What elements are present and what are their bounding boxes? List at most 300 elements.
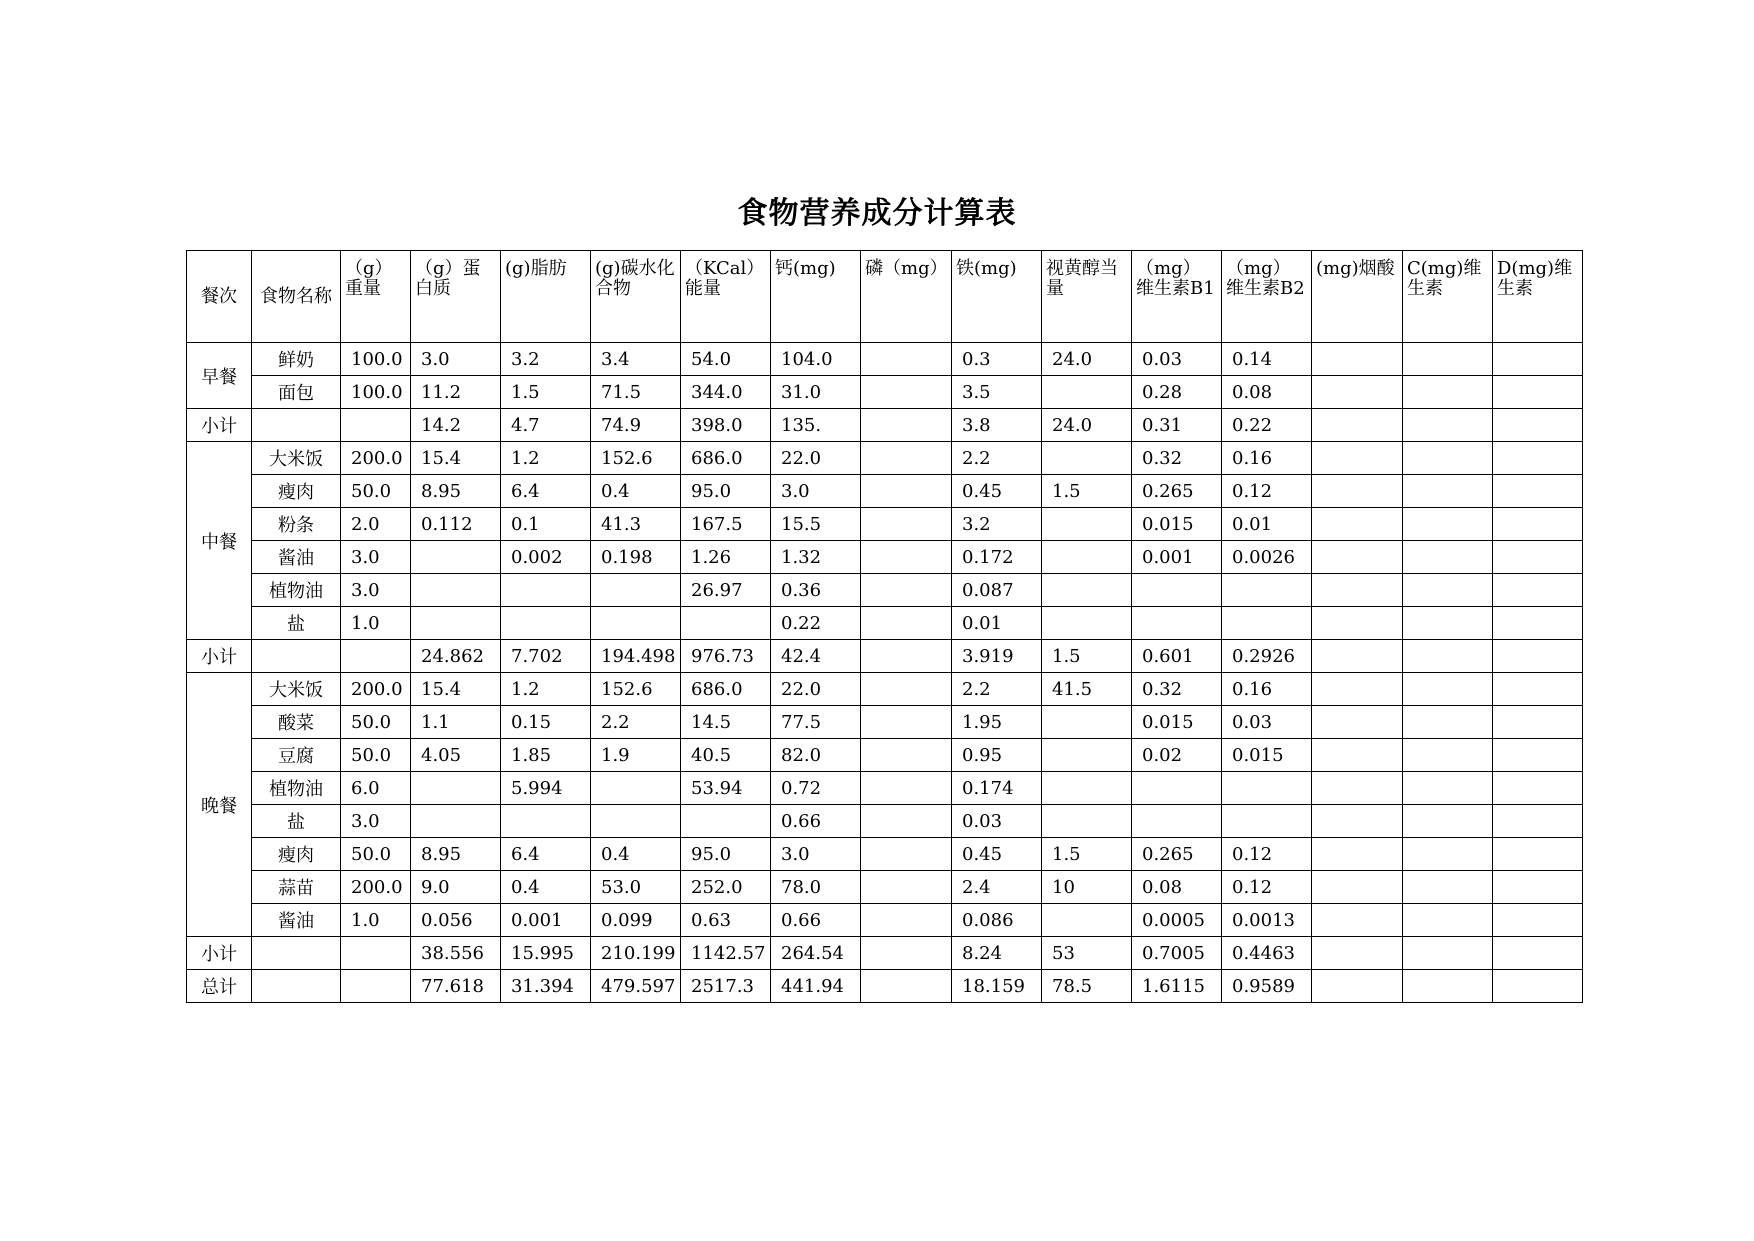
value-cell — [1042, 574, 1132, 607]
table-row — [187, 376, 1583, 409]
value-cell: 42.4 — [771, 640, 861, 673]
food-name-cell — [252, 937, 341, 970]
value-cell — [861, 442, 952, 475]
value-cell: 100.0 — [341, 376, 411, 409]
value-cell: 1.95 — [952, 706, 1042, 739]
value-cell: 0.22 — [1222, 409, 1312, 442]
value-cell: 15.995 — [501, 937, 591, 970]
value-cell: 10 — [1042, 871, 1132, 904]
table-row — [187, 541, 1583, 574]
table-row — [187, 904, 1583, 937]
value-cell — [341, 409, 411, 442]
food-name-cell: 酸菜 — [252, 706, 341, 739]
food-name-cell: 鲜奶 — [252, 343, 341, 376]
value-cell: 200.0 — [341, 673, 411, 706]
value-cell — [1403, 871, 1493, 904]
value-cell: 22.0 — [771, 673, 861, 706]
value-cell — [1493, 574, 1583, 607]
value-cell: 2.2 — [952, 673, 1042, 706]
value-cell: 1.2 — [501, 673, 591, 706]
value-cell — [861, 871, 952, 904]
table-row — [187, 772, 1583, 805]
value-cell: 3.2 — [501, 343, 591, 376]
table-row — [187, 607, 1583, 640]
value-cell: 1.85 — [501, 739, 591, 772]
value-cell — [1403, 904, 1493, 937]
column-header: (g)脂肪 — [501, 251, 591, 343]
value-cell: 0.4 — [591, 475, 681, 508]
column-header: 餐次 — [187, 251, 252, 343]
food-name-cell: 植物油 — [252, 574, 341, 607]
value-cell — [1222, 772, 1312, 805]
value-cell — [1042, 772, 1132, 805]
value-cell — [1403, 508, 1493, 541]
value-cell — [341, 640, 411, 673]
value-cell — [1403, 937, 1493, 970]
value-cell: 0.63 — [681, 904, 771, 937]
value-cell — [341, 970, 411, 1003]
value-cell — [1403, 673, 1493, 706]
table-row — [187, 871, 1583, 904]
value-cell: 41.5 — [1042, 673, 1132, 706]
value-cell: 167.5 — [681, 508, 771, 541]
value-cell — [1403, 574, 1493, 607]
value-cell — [1042, 508, 1132, 541]
value-cell — [861, 376, 952, 409]
value-cell — [341, 937, 411, 970]
value-cell: 3.0 — [411, 343, 501, 376]
value-cell — [1493, 838, 1583, 871]
value-cell — [681, 607, 771, 640]
value-cell: 441.94 — [771, 970, 861, 1003]
value-cell — [1493, 409, 1583, 442]
value-cell — [1493, 343, 1583, 376]
value-cell — [861, 838, 952, 871]
value-cell: 3.5 — [952, 376, 1042, 409]
value-cell: 0.601 — [1132, 640, 1222, 673]
value-cell — [1493, 607, 1583, 640]
value-cell: 0.0026 — [1222, 541, 1312, 574]
value-cell — [861, 937, 952, 970]
value-cell — [1403, 475, 1493, 508]
value-cell: 0.01 — [952, 607, 1042, 640]
value-cell — [1493, 541, 1583, 574]
value-cell — [861, 805, 952, 838]
value-cell — [1312, 508, 1403, 541]
value-cell — [1312, 475, 1403, 508]
column-header: D(mg)维生素 — [1493, 251, 1583, 343]
value-cell — [1493, 805, 1583, 838]
value-cell: 18.159 — [952, 970, 1042, 1003]
value-cell: 0.03 — [1132, 343, 1222, 376]
nutrition-table — [186, 250, 1583, 1003]
food-name-cell: 大米饭 — [252, 442, 341, 475]
value-cell: 0.22 — [771, 607, 861, 640]
column-header: （g）重量 — [341, 251, 411, 343]
food-name-cell: 粉条 — [252, 508, 341, 541]
column-header: C(mg)维生素 — [1403, 251, 1493, 343]
value-cell — [861, 409, 952, 442]
value-cell: 0.16 — [1222, 442, 1312, 475]
value-cell: 3.4 — [591, 343, 681, 376]
value-cell — [1132, 574, 1222, 607]
value-cell: 0.4 — [501, 871, 591, 904]
value-cell — [1403, 409, 1493, 442]
value-cell: 14.5 — [681, 706, 771, 739]
food-name-cell: 酱油 — [252, 904, 341, 937]
table-row — [187, 409, 1583, 442]
value-cell — [1493, 904, 1583, 937]
value-cell — [1132, 805, 1222, 838]
value-cell: 0.1 — [501, 508, 591, 541]
value-cell — [1042, 739, 1132, 772]
value-cell: 0.086 — [952, 904, 1042, 937]
value-cell: 0.4 — [591, 838, 681, 871]
value-cell: 4.7 — [501, 409, 591, 442]
value-cell: 0.45 — [952, 475, 1042, 508]
value-cell: 686.0 — [681, 442, 771, 475]
value-cell: 0.12 — [1222, 871, 1312, 904]
value-cell: 6.0 — [341, 772, 411, 805]
value-cell — [1312, 904, 1403, 937]
value-cell: 3.919 — [952, 640, 1042, 673]
value-cell: 24.0 — [1042, 343, 1132, 376]
value-cell: 0.265 — [1132, 475, 1222, 508]
value-cell — [861, 541, 952, 574]
value-cell: 0.01 — [1222, 508, 1312, 541]
header-row — [187, 251, 1583, 343]
value-cell — [501, 607, 591, 640]
value-cell: 0.9589 — [1222, 970, 1312, 1003]
value-cell: 135. — [771, 409, 861, 442]
value-cell: 77.618 — [411, 970, 501, 1003]
value-cell — [411, 541, 501, 574]
value-cell — [1493, 937, 1583, 970]
value-cell: 0.2926 — [1222, 640, 1312, 673]
value-cell — [411, 607, 501, 640]
value-cell: 1142.57 — [681, 937, 771, 970]
table-row — [187, 343, 1583, 376]
column-header: 铁(mg) — [952, 251, 1042, 343]
value-cell — [1042, 541, 1132, 574]
column-header: 视黄醇当量 — [1042, 251, 1132, 343]
table-row — [187, 475, 1583, 508]
meal-cell: 总计 — [187, 970, 252, 1003]
value-cell: 78.5 — [1042, 970, 1132, 1003]
value-cell: 0.002 — [501, 541, 591, 574]
value-cell: 1.0 — [341, 904, 411, 937]
value-cell: 0.02 — [1132, 739, 1222, 772]
value-cell: 53.0 — [591, 871, 681, 904]
value-cell — [1312, 805, 1403, 838]
value-cell: 1.26 — [681, 541, 771, 574]
value-cell: 53.94 — [681, 772, 771, 805]
value-cell: 24.0 — [1042, 409, 1132, 442]
value-cell: 0.015 — [1222, 739, 1312, 772]
value-cell: 0.0005 — [1132, 904, 1222, 937]
value-cell: 50.0 — [341, 706, 411, 739]
value-cell — [1042, 805, 1132, 838]
value-cell: 100.0 — [341, 343, 411, 376]
value-cell: 3.0 — [341, 805, 411, 838]
column-header: 钙(mg) — [771, 251, 861, 343]
food-name-cell: 酱油 — [252, 541, 341, 574]
value-cell: 0.45 — [952, 838, 1042, 871]
value-cell — [501, 574, 591, 607]
value-cell: 78.0 — [771, 871, 861, 904]
food-name-cell: 瘦肉 — [252, 475, 341, 508]
value-cell: 0.08 — [1132, 871, 1222, 904]
food-name-cell — [252, 640, 341, 673]
value-cell: 0.15 — [501, 706, 591, 739]
value-cell — [1312, 640, 1403, 673]
value-cell: 1.6115 — [1132, 970, 1222, 1003]
value-cell: 8.24 — [952, 937, 1042, 970]
value-cell — [861, 706, 952, 739]
value-cell: 686.0 — [681, 673, 771, 706]
meal-cell: 早餐 — [187, 343, 252, 409]
value-cell: 50.0 — [341, 739, 411, 772]
food-name-cell: 面包 — [252, 376, 341, 409]
value-cell — [1132, 772, 1222, 805]
value-cell: 95.0 — [681, 475, 771, 508]
value-cell — [1403, 772, 1493, 805]
value-cell: 210.199 — [591, 937, 681, 970]
value-cell: 0.172 — [952, 541, 1042, 574]
food-name-cell: 盐 — [252, 805, 341, 838]
value-cell: 194.498 — [591, 640, 681, 673]
value-cell: 54.0 — [681, 343, 771, 376]
value-cell: 1.0 — [341, 607, 411, 640]
value-cell: 104.0 — [771, 343, 861, 376]
value-cell — [1403, 739, 1493, 772]
value-cell — [1493, 376, 1583, 409]
value-cell — [861, 673, 952, 706]
value-cell: 6.4 — [501, 838, 591, 871]
value-cell — [1222, 607, 1312, 640]
value-cell: 15.5 — [771, 508, 861, 541]
value-cell: 2517.3 — [681, 970, 771, 1003]
value-cell: 0.32 — [1132, 442, 1222, 475]
value-cell: 0.16 — [1222, 673, 1312, 706]
value-cell — [591, 574, 681, 607]
value-cell: 0.95 — [952, 739, 1042, 772]
value-cell: 3.0 — [341, 541, 411, 574]
value-cell: 0.7005 — [1132, 937, 1222, 970]
value-cell — [861, 772, 952, 805]
value-cell: 479.597 — [591, 970, 681, 1003]
value-cell — [1312, 376, 1403, 409]
value-cell: 0.32 — [1132, 673, 1222, 706]
value-cell: 1.5 — [501, 376, 591, 409]
value-cell — [1403, 640, 1493, 673]
table-row — [187, 739, 1583, 772]
value-cell: 0.0013 — [1222, 904, 1312, 937]
value-cell: 1.1 — [411, 706, 501, 739]
food-name-cell: 瘦肉 — [252, 838, 341, 871]
value-cell: 200.0 — [341, 871, 411, 904]
value-cell: 0.36 — [771, 574, 861, 607]
table-row — [187, 937, 1583, 970]
value-cell: 2.4 — [952, 871, 1042, 904]
value-cell — [1403, 706, 1493, 739]
value-cell — [1493, 673, 1583, 706]
food-name-cell — [252, 409, 341, 442]
food-name-cell — [252, 970, 341, 1003]
value-cell: 11.2 — [411, 376, 501, 409]
value-cell — [1403, 805, 1493, 838]
value-cell: 0.001 — [501, 904, 591, 937]
value-cell: 0.001 — [1132, 541, 1222, 574]
value-cell: 0.3 — [952, 343, 1042, 376]
value-cell: 0.12 — [1222, 838, 1312, 871]
value-cell: 0.03 — [952, 805, 1042, 838]
value-cell: 976.73 — [681, 640, 771, 673]
value-cell — [591, 805, 681, 838]
table-row — [187, 673, 1583, 706]
value-cell — [861, 607, 952, 640]
value-cell — [861, 508, 952, 541]
value-cell: 0.03 — [1222, 706, 1312, 739]
value-cell — [1312, 607, 1403, 640]
value-cell: 71.5 — [591, 376, 681, 409]
column-header: （KCal）能量 — [681, 251, 771, 343]
food-name-cell: 植物油 — [252, 772, 341, 805]
value-cell: 31.394 — [501, 970, 591, 1003]
value-cell: 0.12 — [1222, 475, 1312, 508]
value-cell: 26.97 — [681, 574, 771, 607]
value-cell: 82.0 — [771, 739, 861, 772]
value-cell — [1042, 376, 1132, 409]
value-cell — [1312, 673, 1403, 706]
value-cell: 0.14 — [1222, 343, 1312, 376]
column-header: 食物名称 — [252, 251, 341, 343]
value-cell: 0.31 — [1132, 409, 1222, 442]
value-cell: 252.0 — [681, 871, 771, 904]
value-cell — [1312, 442, 1403, 475]
value-cell — [1403, 970, 1493, 1003]
value-cell — [1042, 442, 1132, 475]
food-name-cell: 盐 — [252, 607, 341, 640]
table-row — [187, 640, 1583, 673]
value-cell: 3.8 — [952, 409, 1042, 442]
value-cell — [1312, 739, 1403, 772]
value-cell: 2.2 — [591, 706, 681, 739]
value-cell: 0.174 — [952, 772, 1042, 805]
value-cell: 8.95 — [411, 475, 501, 508]
value-cell — [1312, 970, 1403, 1003]
value-cell — [1493, 475, 1583, 508]
value-cell — [1493, 772, 1583, 805]
value-cell: 38.556 — [411, 937, 501, 970]
value-cell: 0.015 — [1132, 706, 1222, 739]
value-cell: 3.0 — [771, 838, 861, 871]
value-cell — [1042, 706, 1132, 739]
value-cell: 24.862 — [411, 640, 501, 673]
table-row — [187, 805, 1583, 838]
value-cell — [861, 475, 952, 508]
value-cell: 9.0 — [411, 871, 501, 904]
value-cell: 0.66 — [771, 805, 861, 838]
value-cell — [411, 805, 501, 838]
value-cell: 2.0 — [341, 508, 411, 541]
column-header: (g)碳水化合物 — [591, 251, 681, 343]
value-cell — [1312, 706, 1403, 739]
value-cell — [591, 607, 681, 640]
value-cell: 0.28 — [1132, 376, 1222, 409]
value-cell: 152.6 — [591, 442, 681, 475]
value-cell: 3.2 — [952, 508, 1042, 541]
value-cell: 41.3 — [591, 508, 681, 541]
value-cell — [1312, 838, 1403, 871]
value-cell — [1403, 607, 1493, 640]
value-cell: 50.0 — [341, 838, 411, 871]
column-header: （g）蛋白质 — [411, 251, 501, 343]
value-cell — [1312, 871, 1403, 904]
column-header: (mg)烟酸 — [1312, 251, 1403, 343]
value-cell — [1312, 574, 1403, 607]
column-header: 磷（mg） — [861, 251, 952, 343]
value-cell — [1493, 970, 1583, 1003]
value-cell — [861, 574, 952, 607]
value-cell: 7.702 — [501, 640, 591, 673]
value-cell: 22.0 — [771, 442, 861, 475]
value-cell — [1312, 541, 1403, 574]
value-cell: 398.0 — [681, 409, 771, 442]
value-cell — [1403, 376, 1493, 409]
value-cell: 0.4463 — [1222, 937, 1312, 970]
value-cell: 1.5 — [1042, 838, 1132, 871]
value-cell: 0.112 — [411, 508, 501, 541]
value-cell — [1132, 607, 1222, 640]
value-cell: 152.6 — [591, 673, 681, 706]
value-cell — [1493, 739, 1583, 772]
table-row — [187, 706, 1583, 739]
value-cell — [1312, 343, 1403, 376]
value-cell: 53 — [1042, 937, 1132, 970]
value-cell: 1.2 — [501, 442, 591, 475]
value-cell — [1403, 541, 1493, 574]
value-cell: 264.54 — [771, 937, 861, 970]
value-cell: 3.0 — [771, 475, 861, 508]
meal-cell: 小计 — [187, 937, 252, 970]
column-header: （mg）维生素B2 — [1222, 251, 1312, 343]
table-row — [187, 574, 1583, 607]
value-cell — [1403, 838, 1493, 871]
meal-cell: 小计 — [187, 640, 252, 673]
value-cell — [1493, 442, 1583, 475]
value-cell: 95.0 — [681, 838, 771, 871]
value-cell — [1042, 607, 1132, 640]
table-row — [187, 970, 1583, 1003]
column-header: （mg）维生素B1 — [1132, 251, 1222, 343]
value-cell: 0.015 — [1132, 508, 1222, 541]
value-cell: 344.0 — [681, 376, 771, 409]
value-cell — [411, 574, 501, 607]
value-cell: 50.0 — [341, 475, 411, 508]
value-cell: 5.994 — [501, 772, 591, 805]
value-cell — [861, 970, 952, 1003]
value-cell: 0.099 — [591, 904, 681, 937]
value-cell — [1312, 409, 1403, 442]
meal-cell: 小计 — [187, 409, 252, 442]
value-cell — [861, 343, 952, 376]
value-cell — [1312, 937, 1403, 970]
value-cell: 77.5 — [771, 706, 861, 739]
food-name-cell: 豆腐 — [252, 739, 341, 772]
value-cell — [861, 739, 952, 772]
table-row — [187, 508, 1583, 541]
